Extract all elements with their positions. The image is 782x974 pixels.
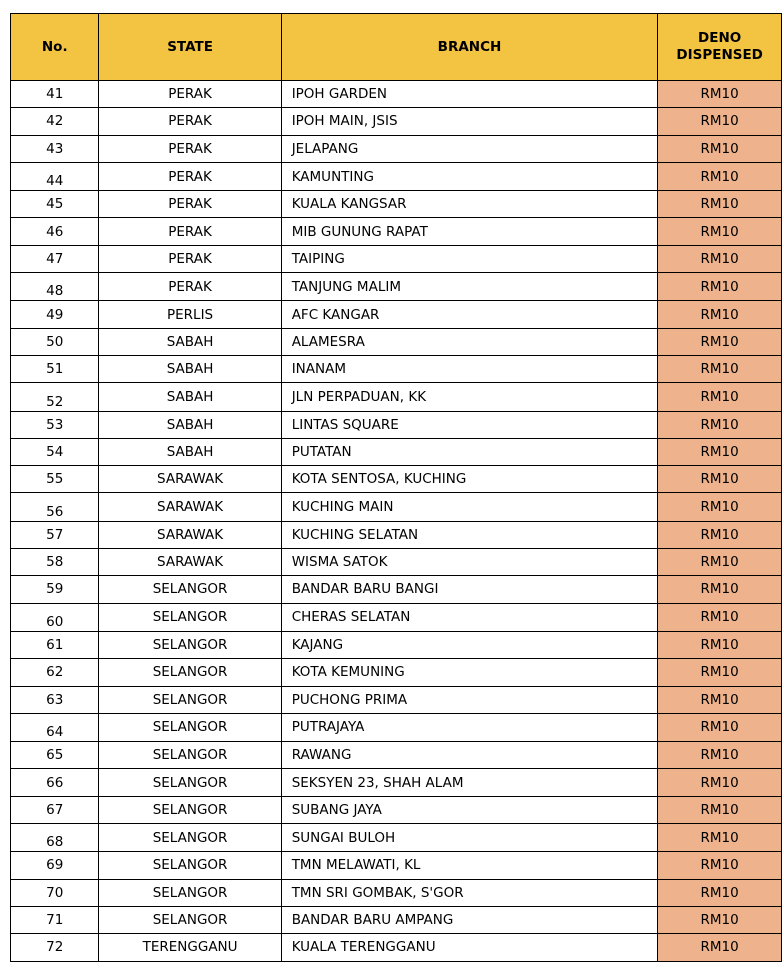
row-state: SABAH <box>99 411 281 438</box>
row-state: SELANGOR <box>99 852 281 879</box>
row-branch: CHERAS SELATAN <box>281 603 658 631</box>
row-branch: SUBANG JAYA <box>281 796 658 823</box>
row-state: PERAK <box>99 108 281 135</box>
table-row <box>11 576 782 603</box>
table-body <box>11 81 782 962</box>
header-branch: BRANCH <box>281 14 658 81</box>
table-row <box>11 411 782 438</box>
table-row <box>11 191 782 218</box>
row-deno: RM10 <box>658 493 782 521</box>
table-row <box>11 659 782 686</box>
row-branch: SEKSYEN 23, SHAH ALAM <box>281 769 658 796</box>
table-row <box>11 355 782 382</box>
row-no: 57 <box>11 521 99 548</box>
row-branch: KUALA TERENGGANU <box>281 934 658 961</box>
row-branch: BANDAR BARU BANGI <box>281 576 658 603</box>
row-state: SELANGOR <box>99 796 281 823</box>
row-no: 59 <box>11 576 99 603</box>
row-state: PERAK <box>99 162 281 190</box>
row-state: SABAH <box>99 438 281 465</box>
row-no: 54 <box>11 438 99 465</box>
row-no: 61 <box>11 631 99 658</box>
row-branch: KAMUNTING <box>281 162 658 190</box>
row-no: 55 <box>11 466 99 493</box>
row-deno: RM10 <box>658 466 782 493</box>
row-state: PERAK <box>99 135 281 162</box>
row-deno: RM10 <box>658 301 782 328</box>
row-no: 50 <box>11 328 99 355</box>
row-no: 69 <box>11 852 99 879</box>
row-no: 62 <box>11 659 99 686</box>
row-no: 46 <box>11 218 99 245</box>
row-state: PERAK <box>99 191 281 218</box>
row-state: SARAWAK <box>99 493 281 521</box>
header-deno-dispensed <box>658 14 782 81</box>
row-deno: RM10 <box>658 934 782 961</box>
row-deno: RM10 <box>658 742 782 769</box>
row-branch: PUTRAJAYA <box>281 713 658 741</box>
row-state: SELANGOR <box>99 576 281 603</box>
row-no: 68 <box>11 824 99 852</box>
row-branch: TANJUNG MALIM <box>281 273 658 301</box>
row-state: PERAK <box>99 218 281 245</box>
row-deno: RM10 <box>658 549 782 576</box>
row-branch: SUNGAI BULOH <box>281 824 658 852</box>
row-deno: RM10 <box>658 162 782 190</box>
row-deno: RM10 <box>658 659 782 686</box>
row-deno: RM10 <box>658 521 782 548</box>
table-row <box>11 328 782 355</box>
row-state: SARAWAK <box>99 521 281 548</box>
table-row <box>11 934 782 961</box>
row-no: 42 <box>11 108 99 135</box>
row-deno: RM10 <box>658 438 782 465</box>
table-row <box>11 852 782 879</box>
row-no: 51 <box>11 355 99 382</box>
row-state: SELANGOR <box>99 824 281 852</box>
table-header-row <box>11 14 782 81</box>
row-branch: ALAMESRA <box>281 328 658 355</box>
row-state: SELANGOR <box>99 686 281 713</box>
branch-table <box>10 13 782 962</box>
row-branch: KAJANG <box>281 631 658 658</box>
row-state: PERAK <box>99 273 281 301</box>
header-state: STATE <box>99 14 281 81</box>
row-branch: TMN MELAWATI, KL <box>281 852 658 879</box>
row-deno: RM10 <box>658 355 782 382</box>
row-no: 65 <box>11 742 99 769</box>
table-row <box>11 81 782 108</box>
table-row <box>11 631 782 658</box>
row-deno: RM10 <box>658 879 782 906</box>
table-row <box>11 162 782 190</box>
table-row <box>11 108 782 135</box>
table-row <box>11 824 782 852</box>
row-deno: RM10 <box>658 686 782 713</box>
row-no: 67 <box>11 796 99 823</box>
row-branch: INANAM <box>281 355 658 382</box>
row-state: TERENGGANU <box>99 934 281 961</box>
table-row <box>11 769 782 796</box>
table-row <box>11 438 782 465</box>
row-no: 41 <box>11 81 99 108</box>
row-no: 45 <box>11 191 99 218</box>
row-state: SARAWAK <box>99 549 281 576</box>
table-row <box>11 742 782 769</box>
row-state: SABAH <box>99 383 281 411</box>
row-deno: RM10 <box>658 603 782 631</box>
row-deno: RM10 <box>658 631 782 658</box>
row-deno: RM10 <box>658 135 782 162</box>
table-row <box>11 549 782 576</box>
row-branch: KOTA KEMUNING <box>281 659 658 686</box>
row-deno: RM10 <box>658 906 782 933</box>
row-deno: RM10 <box>658 191 782 218</box>
row-no: 48 <box>11 273 99 301</box>
row-deno: RM10 <box>658 81 782 108</box>
row-no: 70 <box>11 879 99 906</box>
row-state: SELANGOR <box>99 713 281 741</box>
row-state: SELANGOR <box>99 603 281 631</box>
row-branch: WISMA SATOK <box>281 549 658 576</box>
row-state: SELANGOR <box>99 631 281 658</box>
row-branch: IPOH GARDEN <box>281 81 658 108</box>
row-state: PERLIS <box>99 301 281 328</box>
table-row <box>11 383 782 411</box>
row-deno: RM10 <box>658 769 782 796</box>
row-no: 43 <box>11 135 99 162</box>
table-row <box>11 273 782 301</box>
row-branch: AFC KANGAR <box>281 301 658 328</box>
row-state: SABAH <box>99 355 281 382</box>
row-no: 71 <box>11 906 99 933</box>
row-no: 58 <box>11 549 99 576</box>
row-no: 60 <box>11 603 99 631</box>
row-deno: RM10 <box>658 245 782 272</box>
table-row <box>11 906 782 933</box>
row-no: 47 <box>11 245 99 272</box>
row-deno: RM10 <box>658 576 782 603</box>
table-row <box>11 245 782 272</box>
row-state: SELANGOR <box>99 742 281 769</box>
row-state: SARAWAK <box>99 466 281 493</box>
row-branch: KUCHING MAIN <box>281 493 658 521</box>
row-branch: TAIPING <box>281 245 658 272</box>
row-branch: LINTAS SQUARE <box>281 411 658 438</box>
row-branch: TMN SRI GOMBAK, S'GOR <box>281 879 658 906</box>
table-row <box>11 466 782 493</box>
table-row <box>11 301 782 328</box>
row-state: PERAK <box>99 245 281 272</box>
row-branch: MIB GUNUNG RAPAT <box>281 218 658 245</box>
row-branch: RAWANG <box>281 742 658 769</box>
row-deno: RM10 <box>658 824 782 852</box>
row-state: PERAK <box>99 81 281 108</box>
row-branch: JLN PERPADUAN, KK <box>281 383 658 411</box>
row-state: SELANGOR <box>99 659 281 686</box>
row-no: 56 <box>11 493 99 521</box>
row-state: SABAH <box>99 328 281 355</box>
row-deno: RM10 <box>658 273 782 301</box>
table-row <box>11 603 782 631</box>
header-no: No. <box>11 14 99 81</box>
row-state: SELANGOR <box>99 906 281 933</box>
row-no: 44 <box>11 162 99 190</box>
row-deno: RM10 <box>658 852 782 879</box>
table-row <box>11 879 782 906</box>
row-no: 52 <box>11 383 99 411</box>
table-row <box>11 521 782 548</box>
row-deno: RM10 <box>658 796 782 823</box>
table-row <box>11 796 782 823</box>
row-state: SELANGOR <box>99 769 281 796</box>
table-row <box>11 135 782 162</box>
row-no: 64 <box>11 713 99 741</box>
row-branch: PUCHONG PRIMA <box>281 686 658 713</box>
header-deno-line1: DENO <box>698 30 742 46</box>
row-no: 63 <box>11 686 99 713</box>
row-deno: RM10 <box>658 218 782 245</box>
row-no: 53 <box>11 411 99 438</box>
table-row <box>11 686 782 713</box>
table-row <box>11 493 782 521</box>
table-row <box>11 218 782 245</box>
row-branch: JELAPANG <box>281 135 658 162</box>
row-deno: RM10 <box>658 328 782 355</box>
row-deno: RM10 <box>658 411 782 438</box>
row-branch: BANDAR BARU AMPANG <box>281 906 658 933</box>
row-deno: RM10 <box>658 713 782 741</box>
row-deno: RM10 <box>658 108 782 135</box>
row-branch: KUCHING SELATAN <box>281 521 658 548</box>
row-state: SELANGOR <box>99 879 281 906</box>
row-no: 49 <box>11 301 99 328</box>
row-no: 66 <box>11 769 99 796</box>
row-branch: PUTATAN <box>281 438 658 465</box>
row-branch: KUALA KANGSAR <box>281 191 658 218</box>
row-deno: RM10 <box>658 383 782 411</box>
row-branch: KOTA SENTOSA, KUCHING <box>281 466 658 493</box>
row-no: 72 <box>11 934 99 961</box>
header-deno-line2: DISPENSED <box>676 47 763 63</box>
row-branch: IPOH MAIN, JSIS <box>281 108 658 135</box>
table-row <box>11 713 782 741</box>
